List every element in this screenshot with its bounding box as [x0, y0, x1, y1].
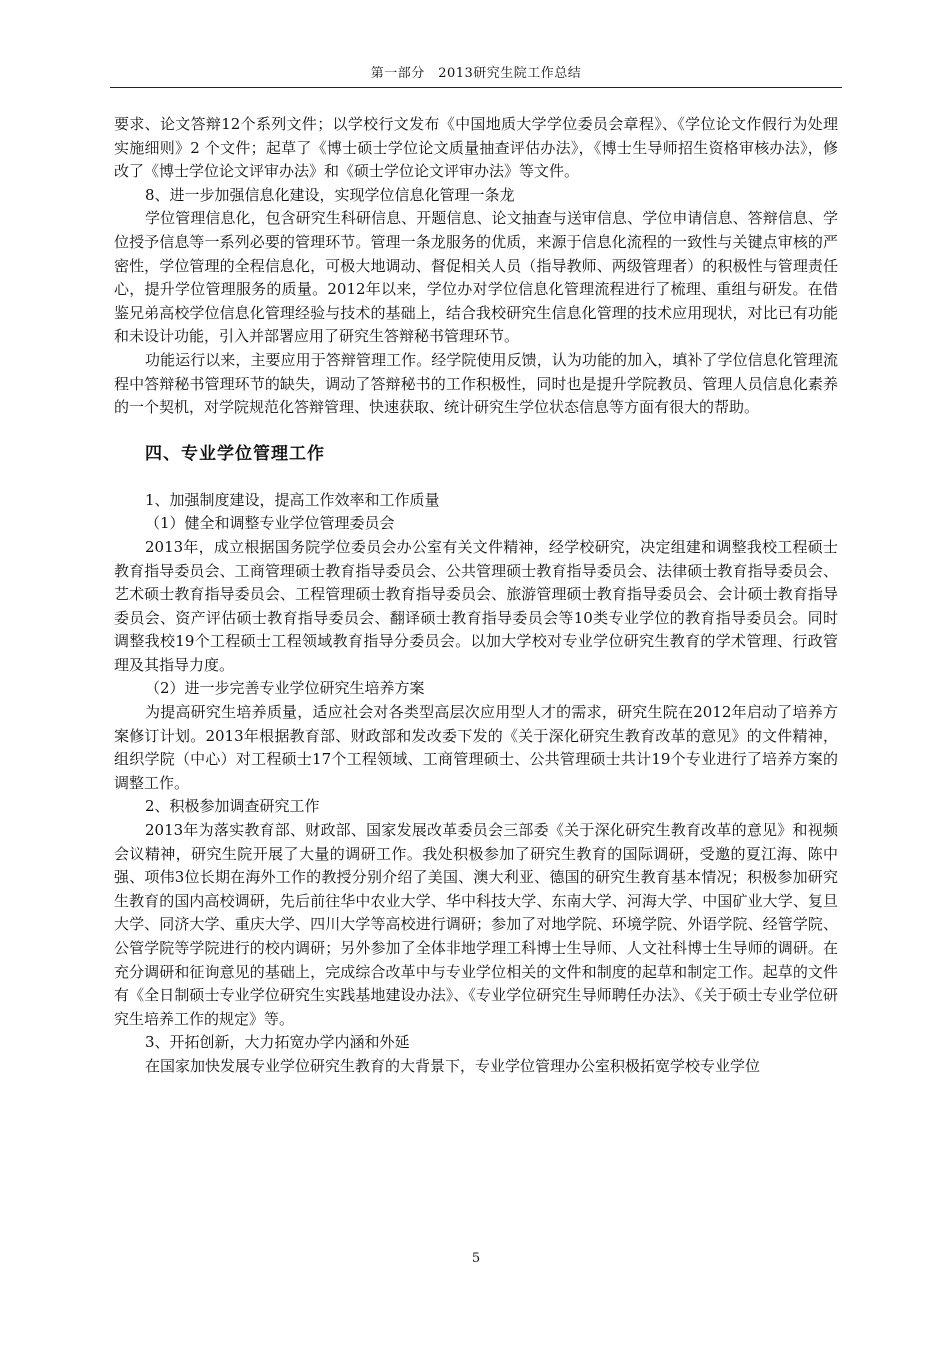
subitem-heading-committee: （1）健全和调整专业学位管理委员会 [145, 514, 395, 533]
page-number: 5 [471, 1251, 481, 1266]
item-heading-research: 2、积极参加调查研究工作 [145, 797, 320, 816]
paragraph-research: 2013年为落实教育部、财政部、国家发展改革委员会三部委《关于深化研究生教育改革的意见》和视频会议精神，研究生院开展了大量的调研工作。我处积极参加了研究生教育的国际调研，受邀的夏江海、陈中强、项伟3位长期在海外工作的教授分别介绍了美国、澳大利亚、德国的研究生教育基本情况；积极参加研究生教育的国内高校调研，先后前往华中农业大学、华中科技大学、东南大学、河海大学、中国矿业大学、复旦大学、同济大学、重庆大学、四川大学等高校进行调研；参加了对地学院、环境学院、外语学院、经管学院、公管学院等学院进行的校内调研；另外参加了全体非地学理工科博士生导师、人文社科博士生导师的调研。在充分调研和征询意见的基础上，完成综合改革中与专业学位相关的文件和制度的起草和制定工作。起草的文件有《全日制硕士专业学位研究生实践基地建设办法》、《专业学位研究生导师聘任办法》、《关于硕士专业学位研究生培养工作的规定》等。 [114, 821, 838, 1028]
document-body [114, 113, 838, 1079]
item-heading-system-building: 1、加强制度建设，提高工作效率和工作质量 [145, 490, 440, 509]
paragraph-function-operation: 功能运行以来，主要应用于答辩管理工作。经学院使用反馈，认为功能的加入，填补了学位信息化管理流程中答辩秘书管理环节的缺失，调动了答辩秘书的工作积极性，同时也是提升学院教员、管理人员信息化素养的一个契机，对学院规范化答辩管理、快速获取、统计研究生学位状态信息等方面有很大的帮助。 [114, 350, 838, 417]
paragraph-continuation: 要求、论文答辩12个系列文件；以学校行文发布《中国地质大学学位委员会章程》、《学位论文作假行为处理实施细则》2 个文件；起草了《博士硕士学位论文质量抽查评估办法》，《博士生导师招生资格审核办法》，修改了《博士学位论文评审办法》和《硕士学位论文评审办法》等文件。 [114, 115, 838, 181]
subitem-heading-training-plan: （2）进一步完善专业学位研究生培养方案 [145, 679, 425, 698]
item-heading-informatization: 8、进一步加强信息化建设，实现学位信息化管理一条龙 [145, 185, 515, 204]
paragraph-innovation: 在国家加快发展专业学位研究生教育的大背景下，专业学位管理办公室积极拓宽学校专业学位 [145, 1056, 761, 1075]
section-heading-professional-degree: 四、专业学位管理工作 [145, 443, 325, 464]
paragraph-committee: 2013年，成立根据国务院学位委员会办公室有关文件精神，经学校研究，决定组建和调整我校工程硕士教育指导委员会、工商管理硕士教育指导委员会、公共管理硕士教育指导委员会、法律硕士教育指导委员会、艺术硕士教育指导委员会、工程管理硕士教育指导委员会、旅游管理硕士教育指导委员会、会计硕士教育指导委员会、资产评估硕士教育指导委员会、翻译硕士教育指导委员会等10类专业学位的教育指导委员会。同时调整我校19个工程硕士工程领域教育指导分委员会。以加大学校对专业学位研究生教育的学术管理、行政管理及其指导力度。 [114, 537, 838, 674]
paragraph-training-plan: 为提高研究生培养质量，适应社会对各类型高层次应用型人才的需求，研究生院在2012年启动了培养方案修订计划。2013年根据教育部、财政部和发改委下发的《关于深化研究生教育改革的意见》的文件精神，组织学院（中心）对工程硕士17个工程领域、工商管理硕士、公共管理硕士共计19个专业进行了培养方案的调整工作。 [114, 703, 838, 792]
item-heading-innovation: 3、开拓创新，大力拓宽办学内涵和外延 [145, 1033, 410, 1052]
running-header: 第一部分 2013研究生院工作总结 [370, 66, 582, 81]
header-divider [110, 87, 842, 88]
paragraph-degree-informatization: 学位管理信息化，包含研究生科研信息、开题信息、论文抽查与送审信息、学位申请信息、答辩信息、学位授予信息等一系列必要的管理环节。管理一条龙服务的优质，来源于信息化流程的一致性与关键点审核的严密性，学位管理的全程信息化，可极大地调动、督促相关人员（指导教师、两级管理者）的积极性与管理责任心，提升学位管理服务的质量。2012年以来，学位办对学位信息化管理流程进行了梳理、重组与研发。在借鉴兄弟高校学位信息化管理经验与技术的基础上，结合我校研究生信息化管理的技术应用现状，对比已有功能和未设计功能，引入并部署应用了研究生答辩秘书管理环节。 [114, 209, 838, 346]
